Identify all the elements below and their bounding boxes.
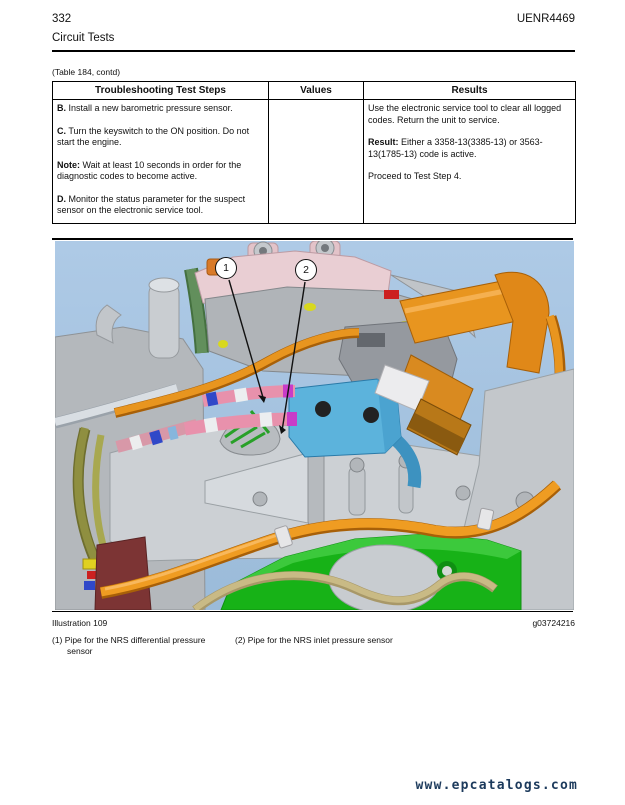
section-title: Circuit Tests xyxy=(52,32,115,44)
illustration-label: Illustration 109 xyxy=(52,618,108,628)
callout-1-number: 1 xyxy=(223,261,229,274)
caption-2: (2) Pipe for the NRS inlet pressure sensor xyxy=(235,635,393,645)
results-cell xyxy=(364,100,576,224)
step-d: D. Monitor the status parameter for the suspect sensor on the electronic service tool. xyxy=(57,193,246,215)
callout-1-marker xyxy=(215,257,237,279)
page-number: 332 xyxy=(52,13,72,25)
callout-2-number: 2 xyxy=(303,263,309,276)
step-note: Note: Wait at least 10 seconds in order for the diagnostic codes to become active. xyxy=(57,159,242,181)
figure-top-rule xyxy=(52,238,573,240)
illustration-meta xyxy=(52,618,575,628)
result-codes: Result: Either a 3358-13(3385-13) or 3563-13(1785-13) code is active. xyxy=(368,137,543,159)
watermark-url-link[interactable]: www.epcatalogs.com xyxy=(415,778,578,793)
result-action: Use the electronic service tool to clear all logged codes. Return the unit to service. xyxy=(368,103,562,125)
col-header-values: Values xyxy=(269,82,364,100)
document-code: UENR4469 xyxy=(516,13,575,25)
figure-bottom-rule xyxy=(52,611,573,612)
table-continuation-note: (Table 184, contd) xyxy=(52,67,121,77)
caption-1: (1) Pipe for the NRS differential pressure sensor xyxy=(52,635,206,656)
page-header xyxy=(52,13,575,52)
col-header-test-steps: Troubleshooting Test Steps xyxy=(53,82,269,100)
header-divider xyxy=(52,50,575,52)
col-header-results: Results xyxy=(364,82,576,100)
values-cell xyxy=(269,100,364,224)
engine-illustration-drawing xyxy=(55,241,574,610)
test-steps-cell xyxy=(53,100,269,224)
step-c: C. Turn the keyswitch to the ON position. Do not start the engine. xyxy=(57,125,250,147)
result-next-step: Proceed to Test Step 4. xyxy=(368,171,462,181)
step-b: B. Install a new barometric pressure sensor. xyxy=(57,103,233,113)
callout-2-marker xyxy=(295,259,317,281)
table-row xyxy=(53,100,576,224)
engine-illustration xyxy=(55,241,574,610)
graphic-id: g03724216 xyxy=(532,618,575,628)
table-header-row xyxy=(53,82,576,100)
troubleshooting-table xyxy=(52,81,576,224)
